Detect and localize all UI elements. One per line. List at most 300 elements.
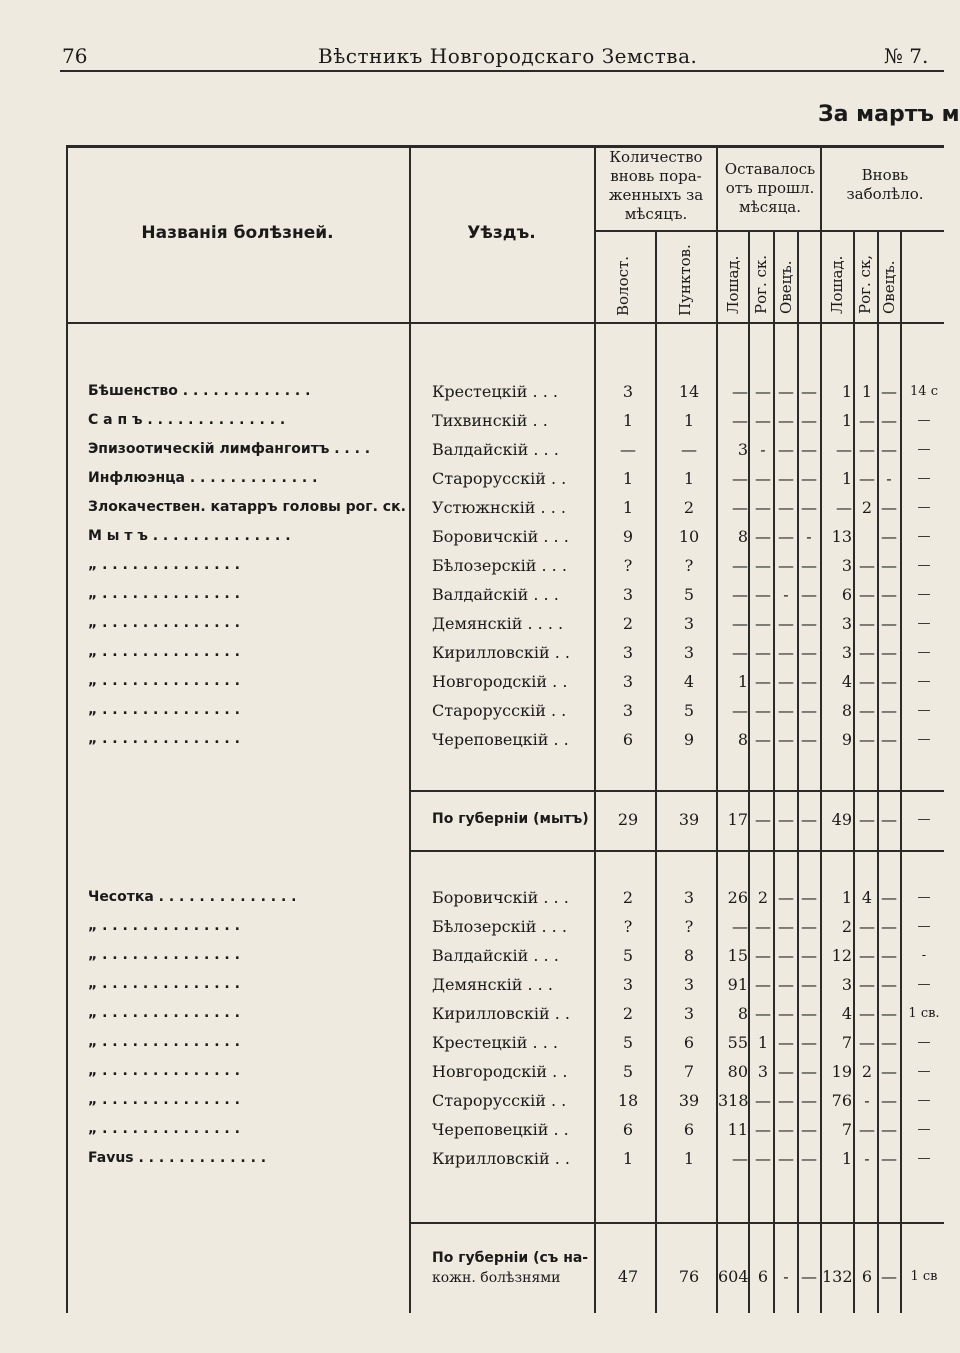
cell-l1: 91 (727, 975, 748, 994)
cell-o1: — (778, 975, 794, 994)
section-title: За мартъ м (818, 102, 960, 127)
cell-o2: — (881, 888, 897, 907)
header-uezd: Уѣздъ. (467, 223, 536, 243)
cell-o2: — (881, 672, 897, 691)
cell-ex: — (917, 1093, 931, 1108)
cell-disease: М ы т ъ . . . . . . . . . . . . . . (88, 528, 291, 544)
cell-uezd: Бѣлозерскій . . . (432, 917, 567, 936)
cell-disease: „ . . . . . . . . . . . . . . (88, 702, 240, 718)
cell-pun: 1 (683, 411, 695, 430)
cell-o1: — (778, 527, 794, 546)
cell-l1: 1 (737, 672, 748, 691)
cell-o2: — (881, 643, 897, 662)
cell-l1: 3 (737, 440, 748, 459)
cell-vol: 6 (622, 1120, 634, 1139)
table-row (0, 638, 944, 667)
cell-r1: — (755, 556, 771, 575)
cell-l1: 8 (737, 527, 748, 546)
cell-o1: — (778, 1033, 794, 1052)
cell-l1: — (732, 614, 748, 633)
cell-uezd: Старорусскій . . (432, 701, 567, 720)
cell-vol: 2 (622, 1004, 634, 1023)
cell-uezd: Боровичскій . . . (432, 888, 569, 907)
cell-x1: — (801, 498, 817, 517)
cell-l1: — (732, 917, 748, 936)
cell-uezd: Крестецкій . . . (432, 382, 558, 401)
cell-x1: — (801, 643, 817, 662)
cell-o1: — (778, 498, 794, 517)
cell-disease: Инфлюэнца . . . . . . . . . . . . . (88, 470, 318, 486)
cell-disease: „ . . . . . . . . . . . . . . (88, 1092, 240, 1108)
cell-ex: — (917, 1122, 931, 1137)
header-group-remaining: Оставалось отъ прошл. мѣсяца. (724, 160, 816, 216)
cell-o1: — (778, 382, 794, 401)
cell-disease: Бѣшенство . . . . . . . . . . . . . (88, 383, 311, 399)
cell-vol: 1 (622, 1149, 634, 1168)
table-row (0, 522, 944, 551)
cell-pun: 7 (683, 1062, 695, 1081)
cell-vol: ? (623, 556, 633, 575)
cell-disease: „ . . . . . . . . . . . . . . (88, 586, 240, 602)
cell-l1: 318 (718, 1091, 749, 1110)
cell-l1: — (732, 469, 748, 488)
cell-o2: — (881, 1062, 897, 1081)
total2-r2: 6 (861, 1267, 873, 1286)
table-row (0, 941, 944, 970)
cell-uezd: Череповецкій . . (432, 1120, 569, 1139)
cell-o1: — (778, 1120, 794, 1139)
cell-o1: — (778, 556, 794, 575)
cell-o1: — (778, 1004, 794, 1023)
cell-l2: 3 (841, 975, 852, 994)
cell-o2: - (886, 469, 892, 488)
cell-r1: — (755, 917, 771, 936)
header-disease: Названія болѣзней. (141, 223, 334, 243)
cell-ex: — (917, 442, 931, 457)
cell-o2: — (881, 917, 897, 936)
cell-ex: — (917, 1035, 931, 1050)
cell-x1: — (801, 556, 817, 575)
total2-o2: — (881, 1267, 897, 1286)
cell-r1: - (760, 440, 766, 459)
total2-l2: 132 (822, 1267, 853, 1286)
cell-ex: — (917, 919, 931, 934)
cell-o1: — (778, 1091, 794, 1110)
cell-ex: — (917, 587, 931, 602)
cell-disease: Эпизоотическій лимфангоитъ . . . . (88, 441, 371, 457)
cell-l2: 7 (841, 1120, 852, 1139)
cell-r2: 1 (861, 382, 873, 401)
cell-l1: — (732, 556, 748, 575)
total2-top-line (410, 1222, 944, 1224)
cell-disease: „ . . . . . . . . . . . . . . (88, 731, 240, 747)
cell-ex: — (917, 500, 931, 515)
table-row (0, 883, 944, 912)
cell-o2: — (881, 440, 897, 459)
cell-o2: — (881, 730, 897, 749)
cell-vol: 6 (622, 730, 634, 749)
cell-o1: — (778, 917, 794, 936)
cell-uezd: Тихвинскій . . (432, 411, 548, 430)
cell-x1: — (801, 1062, 817, 1081)
total1-x1: — (801, 810, 817, 829)
cell-pun: 5 (683, 701, 695, 720)
cell-vol: 3 (622, 975, 634, 994)
cell-o1: — (778, 946, 794, 965)
cell-l1: — (732, 498, 748, 517)
total1-r2: — (859, 810, 875, 829)
cell-o1: — (778, 1149, 794, 1168)
cell-pun: 3 (683, 1004, 695, 1023)
cell-r1: — (755, 1120, 771, 1139)
cell-x1: — (801, 1091, 817, 1110)
cell-uezd: Устюжнскій . . . (432, 498, 566, 517)
cell-r1: — (755, 382, 771, 401)
header-ovets-1: Овецъ. (777, 260, 795, 314)
table-row (0, 493, 944, 522)
table-row (0, 999, 944, 1028)
cell-r1: 2 (757, 888, 769, 907)
cell-o2: — (881, 556, 897, 575)
cell-o1: — (778, 672, 794, 691)
cell-uezd: Череповецкій . . (432, 730, 569, 749)
cell-r2: — (859, 1033, 875, 1052)
cell-r2: — (859, 556, 875, 575)
cell-r1: — (755, 1149, 771, 1168)
cell-r2: — (859, 917, 875, 936)
total2-label (432, 1248, 592, 1288)
cell-o1: — (778, 643, 794, 662)
cell-l2: 8 (841, 701, 852, 720)
table-row (0, 435, 944, 464)
cell-r1: — (755, 946, 771, 965)
cell-pun: 8 (683, 946, 695, 965)
cell-uezd: Новгородскій . . (432, 1062, 568, 1081)
cell-x1: — (801, 1033, 817, 1052)
cell-x1: — (801, 1004, 817, 1023)
cell-ex: — (917, 890, 931, 905)
cell-uezd: Валдайскій . . . (432, 440, 559, 459)
cell-o2: — (881, 614, 897, 633)
table-row (0, 1057, 944, 1086)
table-row (0, 464, 944, 493)
cell-l1: — (732, 643, 748, 662)
cell-uezd: Демянскій . . . (432, 975, 553, 994)
cell-o1: — (778, 1062, 794, 1081)
table-row (0, 1086, 944, 1115)
cell-l2: 1 (841, 1149, 852, 1168)
cell-ex: — (917, 471, 931, 486)
cell-disease: „ . . . . . . . . . . . . . . (88, 557, 240, 573)
cell-l2: 3 (841, 643, 852, 662)
cell-vol: 3 (622, 643, 634, 662)
cell-o1: — (778, 888, 794, 907)
total2-vol: 47 (617, 1267, 639, 1286)
cell-r1: — (755, 585, 771, 604)
cell-l1: 80 (727, 1062, 748, 1081)
cell-ex: — (917, 645, 931, 660)
table-row (0, 1144, 944, 1173)
cell-l2: 76 (831, 1091, 852, 1110)
cell-uezd: Кирилловскій . . (432, 643, 571, 662)
cell-pun: ? (684, 917, 694, 936)
cell-ex: — (917, 732, 931, 747)
header-rule (60, 70, 944, 72)
subheader-top-line (595, 230, 944, 232)
cell-r2: — (859, 643, 875, 662)
cell-disease: „ . . . . . . . . . . . . . . (88, 673, 240, 689)
cell-l1: 26 (727, 888, 748, 907)
cell-l2: 3 (841, 556, 852, 575)
cell-l2: 1 (841, 382, 852, 401)
cell-x1: — (801, 1120, 817, 1139)
table-row (0, 406, 944, 435)
cell-x1: — (801, 975, 817, 994)
header-rog-2: Рог. ск, (856, 254, 874, 314)
cell-r2: — (859, 585, 875, 604)
cell-uezd: Старорусскій . . (432, 1091, 567, 1110)
table-row (0, 667, 944, 696)
cell-l2: 19 (831, 1062, 852, 1081)
cell-r1: 1 (757, 1033, 769, 1052)
total1-label: По губерніи (мытъ) (432, 811, 589, 827)
cell-ex: - (921, 948, 927, 963)
header-group-new-sick: Вновь заболѣло. (846, 166, 924, 203)
cell-o1: — (778, 411, 794, 430)
cell-disease: „ . . . . . . . . . . . . . . (88, 615, 240, 631)
cell-r2: 2 (861, 498, 873, 517)
total2-pun: 76 (678, 1267, 700, 1286)
cell-r2: 2 (861, 1062, 873, 1081)
cell-x1: — (801, 672, 817, 691)
cell-r2: — (859, 411, 875, 430)
cell-ex: — (917, 529, 931, 544)
cell-pun: 6 (683, 1033, 695, 1052)
table-row (0, 1115, 944, 1144)
cell-l1: — (732, 701, 748, 720)
cell-l1: 8 (737, 1004, 748, 1023)
total1-l2: 49 (831, 810, 852, 829)
table-row (0, 970, 944, 999)
cell-pun: 3 (683, 643, 695, 662)
cell-r1: — (755, 975, 771, 994)
cell-o2: — (881, 585, 897, 604)
cell-uezd: Кирилловскій . . (432, 1149, 571, 1168)
cell-vol: 1 (622, 469, 634, 488)
cell-vol: 3 (622, 585, 634, 604)
journal-title: Вѣстникъ Новгородскаго Земства. (318, 44, 698, 68)
cell-ex: 14 с (910, 384, 938, 399)
cell-l2: 13 (831, 527, 852, 546)
cell-l1: — (732, 1149, 748, 1168)
total2-label-line1: По губерніи (съ на- (432, 1250, 589, 1266)
cell-ex: — (917, 616, 931, 631)
cell-x1: — (801, 585, 817, 604)
cell-vol: 5 (622, 946, 634, 965)
cell-l2: — (836, 440, 852, 459)
table-row-total-skin (0, 1250, 944, 1291)
cell-r1: — (755, 701, 771, 720)
cell-o1: — (778, 469, 794, 488)
cell-r2: — (859, 469, 875, 488)
total1-pun: 39 (678, 810, 700, 829)
cell-o1: — (778, 440, 794, 459)
cell-ex: — (917, 674, 931, 689)
cell-l2: — (836, 498, 852, 517)
cell-r2: — (859, 1004, 875, 1023)
table-row (0, 696, 944, 725)
cell-x1: — (801, 469, 817, 488)
cell-r1: — (755, 672, 771, 691)
cell-o2: — (881, 411, 897, 430)
cell-pun: 10 (678, 527, 700, 546)
cell-l2: 7 (841, 1033, 852, 1052)
cell-o2: — (881, 1004, 897, 1023)
cell-disease: „ . . . . . . . . . . . . . . (88, 918, 240, 934)
cell-o1: — (778, 614, 794, 633)
cell-disease: „ . . . . . . . . . . . . . . (88, 947, 240, 963)
total2-ex: 1 св (910, 1269, 938, 1284)
cell-uezd: Новгородскій . . (432, 672, 568, 691)
cell-x1: — (801, 730, 817, 749)
header-group-new-affected: Количество вновь пора-женныхъ за мѣсяцъ. (608, 148, 704, 223)
header-ovets-2: Овецъ. (880, 260, 898, 314)
cell-uezd: Кирилловскій . . (432, 1004, 571, 1023)
cell-l2: 12 (831, 946, 852, 965)
cell-x1: — (801, 1149, 817, 1168)
cell-disease: Злокачествен. катарръ головы рог. ск. (88, 499, 406, 515)
cell-pun: 14 (678, 382, 700, 401)
cell-o2: — (881, 946, 897, 965)
cell-r1: 3 (757, 1062, 769, 1081)
cell-disease: „ . . . . . . . . . . . . . . (88, 1034, 240, 1050)
cell-o2: — (881, 701, 897, 720)
cell-vol: 3 (622, 672, 634, 691)
cell-ex: — (917, 703, 931, 718)
cell-l2: 4 (841, 1004, 852, 1023)
cell-uezd: Бѣлозерскій . . . (432, 556, 567, 575)
cell-o1: — (778, 730, 794, 749)
cell-vol: 2 (622, 888, 634, 907)
page-number: 76 (62, 44, 88, 68)
cell-r2: — (859, 730, 875, 749)
cell-l2: 9 (841, 730, 852, 749)
table-row (0, 377, 944, 406)
cell-pun: 9 (683, 730, 695, 749)
cell-vol: 5 (622, 1062, 634, 1081)
cell-r1: — (755, 498, 771, 517)
cell-disease: „ . . . . . . . . . . . . . . (88, 1063, 240, 1079)
total2-l1: 604 (718, 1267, 749, 1286)
cell-pun: 4 (683, 672, 695, 691)
cell-l2: 1 (841, 469, 852, 488)
cell-vol: 1 (622, 411, 634, 430)
cell-vol: 5 (622, 1033, 634, 1052)
total1-l1: 17 (727, 810, 748, 829)
cell-x1: — (801, 888, 817, 907)
cell-x1: — (801, 701, 817, 720)
cell-pun: 1 (683, 1149, 695, 1168)
cell-ex: — (917, 1064, 931, 1079)
cell-pun: ? (684, 556, 694, 575)
total1-ex: — (917, 812, 931, 827)
cell-pun: — (681, 440, 697, 459)
cell-uezd: Крестецкій . . . (432, 1033, 558, 1052)
cell-r2: - (864, 1091, 870, 1110)
cell-disease: „ . . . . . . . . . . . . . . (88, 976, 240, 992)
cell-l2: 2 (841, 917, 852, 936)
cell-r2: — (859, 440, 875, 459)
cell-ex: — (917, 977, 931, 992)
table-row (0, 609, 944, 638)
cell-r2 (856, 522, 878, 551)
cell-r2: — (859, 672, 875, 691)
table-row (0, 580, 944, 609)
cell-ex: — (917, 413, 931, 428)
total2-x1: — (801, 1267, 817, 1286)
total2-o1: - (783, 1267, 789, 1286)
cell-vol: 2 (622, 614, 634, 633)
cell-r1: — (755, 1091, 771, 1110)
cell-vol: 18 (617, 1091, 639, 1110)
cell-uezd: Старорусскій . . (432, 469, 567, 488)
cell-o1: - (783, 585, 789, 604)
cell-x1: — (801, 440, 817, 459)
cell-r1: — (755, 469, 771, 488)
cell-r1: — (755, 411, 771, 430)
cell-vol: — (620, 440, 636, 459)
total1-o2: — (881, 810, 897, 829)
cell-l1: 11 (727, 1120, 748, 1139)
cell-disease: Чесотка . . . . . . . . . . . . . . (88, 889, 297, 905)
cell-l1: — (732, 382, 748, 401)
table-row (0, 725, 944, 754)
total1-bottom-line (410, 850, 944, 852)
cell-vol: ? (623, 917, 633, 936)
cell-disease: С а п ъ . . . . . . . . . . . . . . (88, 412, 286, 428)
cell-l1: 55 (727, 1033, 748, 1052)
cell-l2: 3 (841, 614, 852, 633)
cell-r2: — (859, 614, 875, 633)
cell-o2: — (881, 1033, 897, 1052)
header-loshad-1: Лошад. (724, 255, 742, 314)
cell-uezd: Валдайскій . . . (432, 946, 559, 965)
cell-r2: 4 (861, 888, 873, 907)
cell-l1: — (732, 411, 748, 430)
total1-vol: 29 (617, 810, 639, 829)
cell-vol: 3 (622, 382, 634, 401)
cell-o2: — (881, 1120, 897, 1139)
cell-disease: Favus . . . . . . . . . . . . . (88, 1150, 267, 1166)
table-top-border (66, 145, 944, 148)
total1-o1: — (778, 810, 794, 829)
cell-x1: — (801, 917, 817, 936)
cell-pun: 3 (683, 888, 695, 907)
cell-o2: — (881, 382, 897, 401)
cell-l2: 1 (841, 411, 852, 430)
cell-r2: — (859, 1120, 875, 1139)
cell-uezd: Боровичскій . . . (432, 527, 569, 546)
cell-x1: — (801, 382, 817, 401)
cell-o2: — (881, 975, 897, 994)
cell-l1: — (732, 585, 748, 604)
cell-ex: — (917, 558, 931, 573)
cell-l1: 8 (737, 730, 748, 749)
cell-o2: — (881, 498, 897, 517)
cell-pun: 6 (683, 1120, 695, 1139)
cell-pun: 3 (683, 614, 695, 633)
cell-o2: — (881, 1091, 897, 1110)
